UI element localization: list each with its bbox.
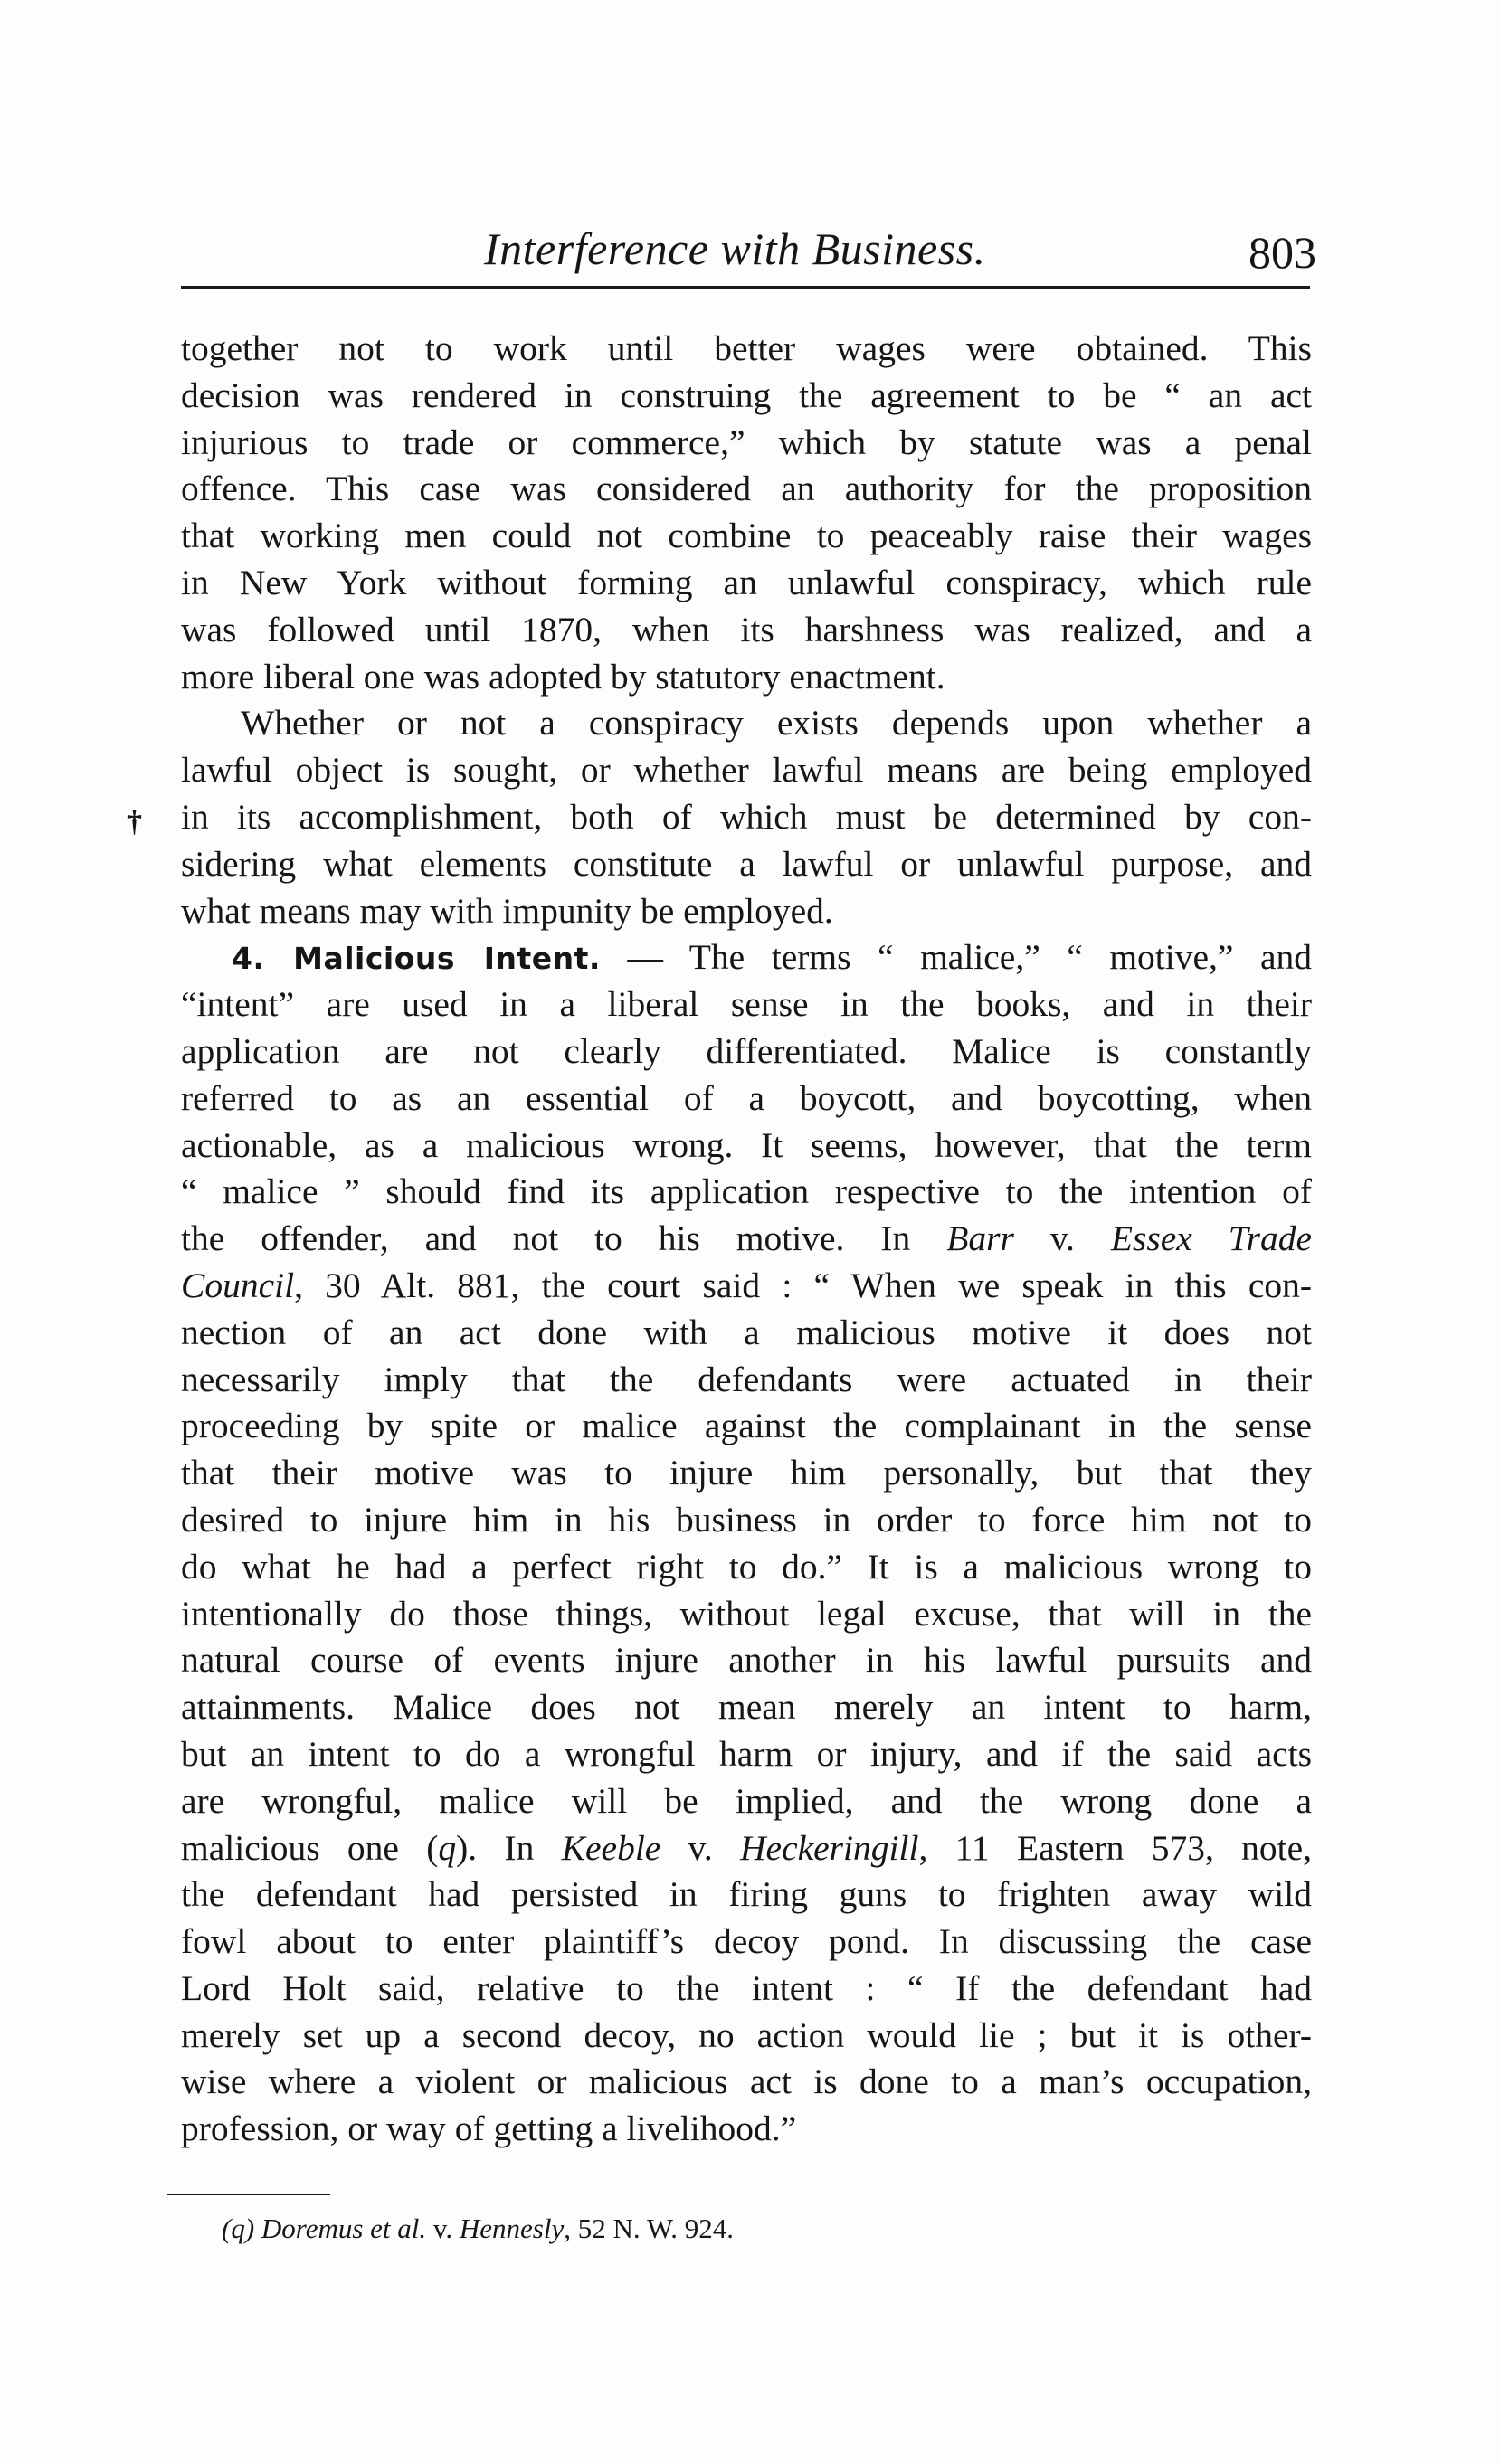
footnote — [222, 2213, 734, 2245]
running-title: Interference with Business. — [484, 223, 986, 274]
page-number: 803 — [1248, 227, 1316, 278]
text-segment: , 11 Eastern 573, note, — [918, 1827, 1313, 1868]
text-line — [181, 1263, 1312, 1310]
text-line: together not to work until better wages were obtained. This — [181, 328, 1312, 368]
text-line: necessarily imply that the defendants were actuated in their — [181, 1359, 1312, 1399]
text-line: lawful object is sought, or whether lawful means are being employed — [181, 750, 1312, 791]
text-line: injurious to trade or commerce,” which by statute was a penal — [181, 422, 1312, 462]
text-segment: ). In — [456, 1827, 562, 1868]
footnote-ref: q — [438, 1827, 457, 1868]
text-line: Lord Holt said, relative to the intent : “ If the defendant had — [181, 1967, 1312, 2008]
case-name: Council — [181, 1265, 295, 1305]
text-line: natural course of events injure another in his lawful pursuits and — [181, 1640, 1312, 1681]
text-line: do what he had a perfect right to do.” It is a malicious wrong to — [181, 1546, 1312, 1587]
case-name: Keeble — [561, 1827, 661, 1868]
text-line: but an intent to do a wrongful harm or injury, and if the said acts — [181, 1733, 1312, 1774]
text-segment: v. — [660, 1827, 741, 1868]
paragraph-1 — [181, 326, 1312, 700]
paragraph-2 — [181, 700, 1312, 934]
text-segment: — The terms “ malice,” “ motive,” and — [600, 937, 1312, 978]
text-line: fowl about to enter plaintiff’s decoy pond. In discussing the case — [181, 1921, 1312, 1962]
header-rule — [181, 286, 1310, 289]
text-line: more liberal one was adopted by statutory enactment. — [181, 656, 945, 697]
paragraph-3 — [181, 934, 1312, 2153]
section-heading: 4. Malicious Intent. — [232, 941, 601, 977]
text-line: decision was rendered in construing the agreement to be “ an act — [181, 374, 1312, 415]
text-line: that working men could not combine to peaceably raise their wages — [181, 516, 1312, 556]
text-line: what means may with impunity be employed. — [181, 890, 833, 931]
case-name: Hennesly — [459, 2213, 565, 2244]
text-line: attainments. Malice does not mean merely an intent to harm, — [181, 1687, 1312, 1728]
margin-mark: † — [127, 805, 142, 839]
text-line: desired to injure him in his business in order to force him not to — [181, 1499, 1312, 1540]
text-segment: , 30 Alt. 881, the court said : “ When we speak in this con- — [294, 1265, 1312, 1305]
text-line: wise where a violent or malicious act is done to a man’s occupation, — [181, 2061, 1312, 2102]
text-line: in New York without forming an unlawful conspiracy, which rule — [181, 562, 1312, 602]
footnote-citation: , 52 N. W. 924. — [564, 2213, 734, 2244]
text-line: actionable, as a malicious wrong. It seems, however, that the term — [181, 1124, 1312, 1165]
text-line: was followed until 1870, when its harshness was realized, and a — [181, 609, 1312, 649]
footnote-rule — [167, 2194, 330, 2195]
text-line: that their motive was to injure him personally, but that they — [181, 1453, 1312, 1493]
text-line: Whether or not a conspiracy exists depends upon whether a — [241, 703, 1312, 744]
case-name: Heckeringill — [740, 1827, 919, 1868]
text-line: merely set up a second decoy, no action would lie ; but it is other- — [181, 2014, 1312, 2055]
text-line: are wrongful, malice will be implied, and the wrong done a — [181, 1780, 1312, 1821]
text-segment: malicious one ( — [181, 1827, 439, 1868]
case-name: Barr — [946, 1218, 1014, 1259]
text-segment: the offender, and not to his motive. In — [181, 1218, 947, 1259]
text-line: intentionally do those things, without legal excuse, that will in the — [181, 1593, 1312, 1634]
footnote-marker: (q) — [222, 2213, 255, 2244]
text-line: “ malice ” should find its application respective to the intention of — [181, 1171, 1312, 1212]
text-line: sidering what elements constitute a lawful or unlawful purpose, and — [181, 843, 1312, 884]
text-line — [181, 1216, 1312, 1263]
text-segment: v. — [426, 2213, 460, 2244]
text-line: offence. This case was considered an authority for the proposition — [181, 469, 1312, 509]
page-header — [181, 215, 1316, 288]
text-segment: v. — [1013, 1218, 1111, 1259]
text-line: profession, or way of getting a livelihood.” — [181, 2109, 797, 2149]
text-line — [181, 934, 1312, 981]
text-line: proceeding by spite or malice against the complainant in the sense — [181, 1406, 1312, 1446]
text-line: the defendant had persisted in firing guns to frighten away wild — [181, 1874, 1312, 1915]
case-name: Essex Trade — [1110, 1218, 1312, 1259]
text-line: referred to as an essential of a boycott, and boycotting, when — [181, 1077, 1312, 1118]
body-text — [181, 326, 1312, 2153]
case-name: Doremus et al. — [261, 2213, 427, 2244]
text-line: in its accomplishment, both of which must be determined by con- — [181, 796, 1312, 837]
text-line: “intent” are used in a liberal sense in the books, and in their — [181, 984, 1312, 1025]
text-line — [181, 1825, 1312, 1872]
text-line: application are not clearly differentiated. Malice is constantly — [181, 1030, 1312, 1071]
text-line: nection of an act done with a malicious motive it does not — [181, 1312, 1312, 1352]
